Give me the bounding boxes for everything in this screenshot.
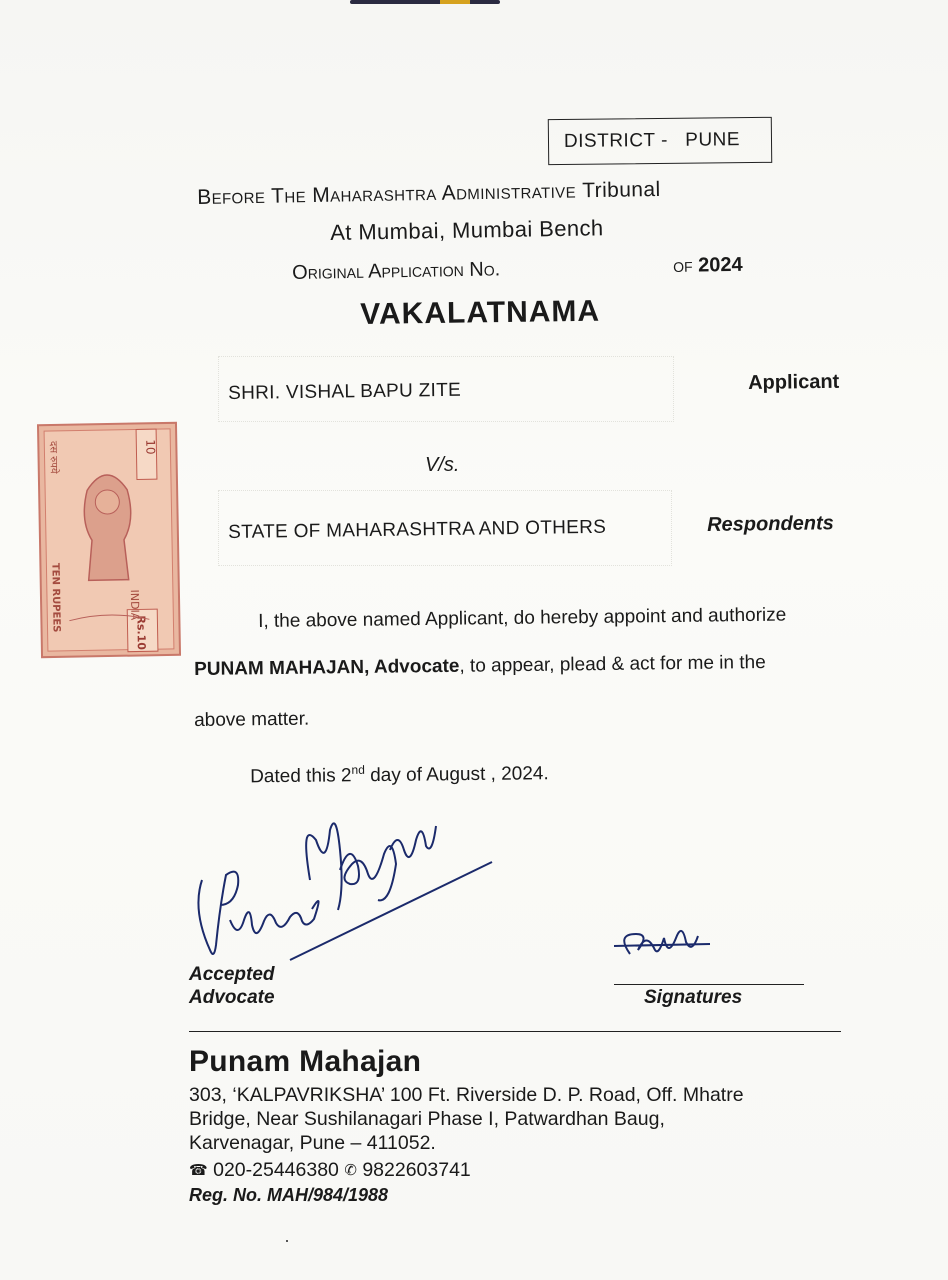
applicant-name: SHRI. VISHAL BAPU ZITE [228,379,462,404]
svg-text:दस रुपये: दस रुपये [47,440,59,474]
tribunal-heading-tail: Tribunal [582,177,661,203]
telephone-icon: ☎ [189,1162,208,1179]
appointment-line-3: above matter. [194,708,310,731]
respondent-role: Respondents [707,512,834,536]
stamp-value-text: Rs.10 [134,615,148,651]
svg-text:10: 10 [143,439,158,455]
advocate-name: Punam Mahajan [189,1045,422,1078]
address-line-2: Bridge, Near Sushilanagari Phase I, Patwardhan Baug, [189,1108,665,1130]
address-line-3: Karvenagar, Pune – 411052. [189,1132,436,1154]
oa-of-label: of [673,254,693,277]
registration-number: Reg. No. MAH/984/1988 [189,1185,389,1205]
signatures-label: Signatures [644,987,743,1008]
phone-number: 020-25446380 [213,1159,339,1181]
appointment-line-1: I, the above named Applicant, do hereby appoint and authorize [258,604,787,632]
mobile-icon: ✆ [344,1162,357,1179]
dated-ordinal: nd [351,762,365,777]
oa-year-value: 2024 [698,253,743,277]
original-application-label: Original Application No. [292,258,501,284]
contact-line [189,1159,471,1182]
court-fee-stamp-icon [36,419,182,661]
signature-line [614,984,804,985]
mobile-number: 9822603741 [362,1159,471,1181]
dated-line [250,761,549,788]
page-speck [286,1240,288,1242]
original-application-year [673,254,743,278]
district-value: PUNE [685,129,741,151]
bench-heading: At Mumbai, Mumbai Bench [330,215,604,245]
appointment-line-2-rest: , to appear, plead & act for me in the [459,652,766,677]
advocate-signature-icon [180,810,500,980]
footer-divider [189,1031,841,1032]
district-box [548,117,772,165]
appointment-line-2 [194,652,766,681]
accepted-label: Accepted [189,964,275,985]
applicant-role: Applicant [748,370,840,394]
district-label: DISTRICT - [563,129,668,153]
dated-prefix: Dated this 2 [250,765,352,788]
respondent-name: STATE OF MAHARASHTRA AND OTHERS [228,516,607,543]
tribunal-heading [197,175,817,210]
top-edge-mark-accent [440,0,470,4]
client-signature-icon [610,924,720,964]
top-edge-mark [350,0,500,4]
dated-rest: day of August , 2024. [364,763,549,787]
svg-text:INDIA: INDIA [127,589,142,621]
address-line-1: 303, ‘KALPAVRIKSHA’ 100 Ft. Riverside D. P. Road, Off. Mhatre [189,1084,744,1106]
tribunal-heading-main: Before The Maharashtra Administrative [197,179,577,209]
advocate-label: Advocate [189,987,275,1008]
svg-text:TEN RUPEES: TEN RUPEES [49,562,62,633]
appointed-advocate-name: PUNAM MAHAJAN, Advocate [194,655,460,680]
versus-label: V/s. [425,454,460,476]
document-title: VAKALATNAMA [360,294,601,331]
